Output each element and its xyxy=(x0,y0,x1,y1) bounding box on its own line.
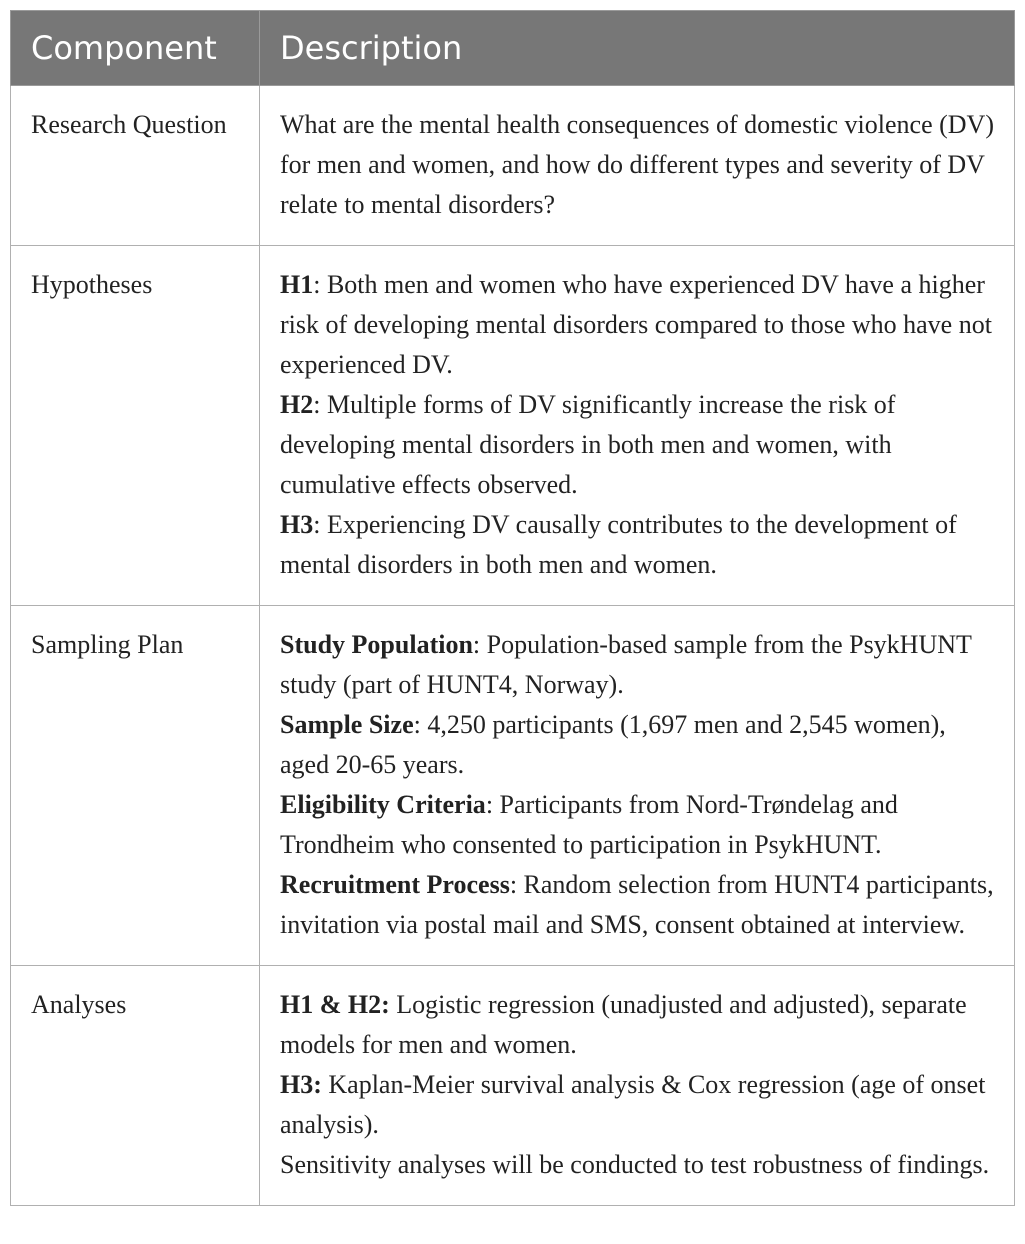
paragraph-text: Sensitivity analyses will be conducted to test robustness of findings. xyxy=(280,1150,990,1179)
table-body xyxy=(11,86,1015,1206)
description-paragraph xyxy=(280,105,994,225)
description-paragraph xyxy=(280,985,994,1065)
row-component-label: Hypotheses xyxy=(11,246,260,606)
paragraph-text: What are the mental health consequences of domestic violence (DV) for men and women, and how do different types and severity of DV relate to mental disorders? xyxy=(280,110,994,219)
description-paragraph xyxy=(280,505,994,585)
paragraph-term: Eligibility Criteria xyxy=(280,790,486,819)
header-row xyxy=(11,11,1015,86)
row-description xyxy=(260,246,1015,606)
paragraph-text: : Experiencing DV causally contributes to the development of mental disorders in both men and women. xyxy=(280,510,957,579)
description-paragraph xyxy=(280,1145,994,1185)
paragraph-text: : 4,250 participants (1,697 men and 2,545 women), aged 20-65 years. xyxy=(280,710,946,779)
paragraph-term: Sample Size xyxy=(280,710,414,739)
header-description: Description xyxy=(260,11,1015,86)
paragraph-text: : Multiple forms of DV significantly increase the risk of developing mental disorders in both men and women, with cumulative effects observed. xyxy=(280,390,896,499)
row-component-label: Analyses xyxy=(11,966,260,1206)
paragraph-term: H1 xyxy=(280,270,314,299)
description-paragraph xyxy=(280,385,994,505)
row-component-label: Sampling Plan xyxy=(11,606,260,966)
paragraph-term: H3 xyxy=(280,510,314,539)
row-description xyxy=(260,86,1015,246)
row-description xyxy=(260,966,1015,1206)
paragraph-text: : Random selection from HUNT4 participants, invitation via postal mail and SMS, consent obtained at interview. xyxy=(280,870,994,939)
table-header xyxy=(11,11,1015,86)
paragraph-text: : Population-based sample from the PsykHUNT study (part of HUNT4, Norway). xyxy=(280,630,972,699)
table-row-hypotheses xyxy=(11,246,1015,606)
paragraph-term: H1 & H2: xyxy=(280,990,390,1019)
paragraph-text: Kaplan-Meier survival analysis & Cox regression (age of onset analysis). xyxy=(280,1070,986,1139)
row-description xyxy=(260,606,1015,966)
header-component: Component xyxy=(11,11,260,86)
description-paragraph xyxy=(280,865,994,945)
paragraph-term: H3: xyxy=(280,1070,322,1099)
paragraph-text: : Participants from Nord-Trøndelag and Trondheim who consented to participation in PsykHUNT. xyxy=(280,790,898,859)
description-paragraph xyxy=(280,625,994,705)
description-paragraph xyxy=(280,705,994,785)
table-row-analyses xyxy=(11,966,1015,1206)
row-component-label: Research Question xyxy=(11,86,260,246)
description-paragraph xyxy=(280,265,994,385)
description-paragraph xyxy=(280,785,994,865)
paragraph-term: H2 xyxy=(280,390,314,419)
paragraph-text: Logistic regression (unadjusted and adjusted), separate models for men and women. xyxy=(280,990,967,1059)
study-components-table xyxy=(10,10,1015,1206)
table-row-research-question xyxy=(11,86,1015,246)
paragraph-term: Study Population xyxy=(280,630,473,659)
paragraph-text: : Both men and women who have experienced DV have a higher risk of developing mental disorders compared to those who have not experienced DV. xyxy=(280,270,992,379)
paragraph-term: Recruitment Process xyxy=(280,870,510,899)
description-paragraph xyxy=(280,1065,994,1145)
table-row-sampling-plan xyxy=(11,606,1015,966)
